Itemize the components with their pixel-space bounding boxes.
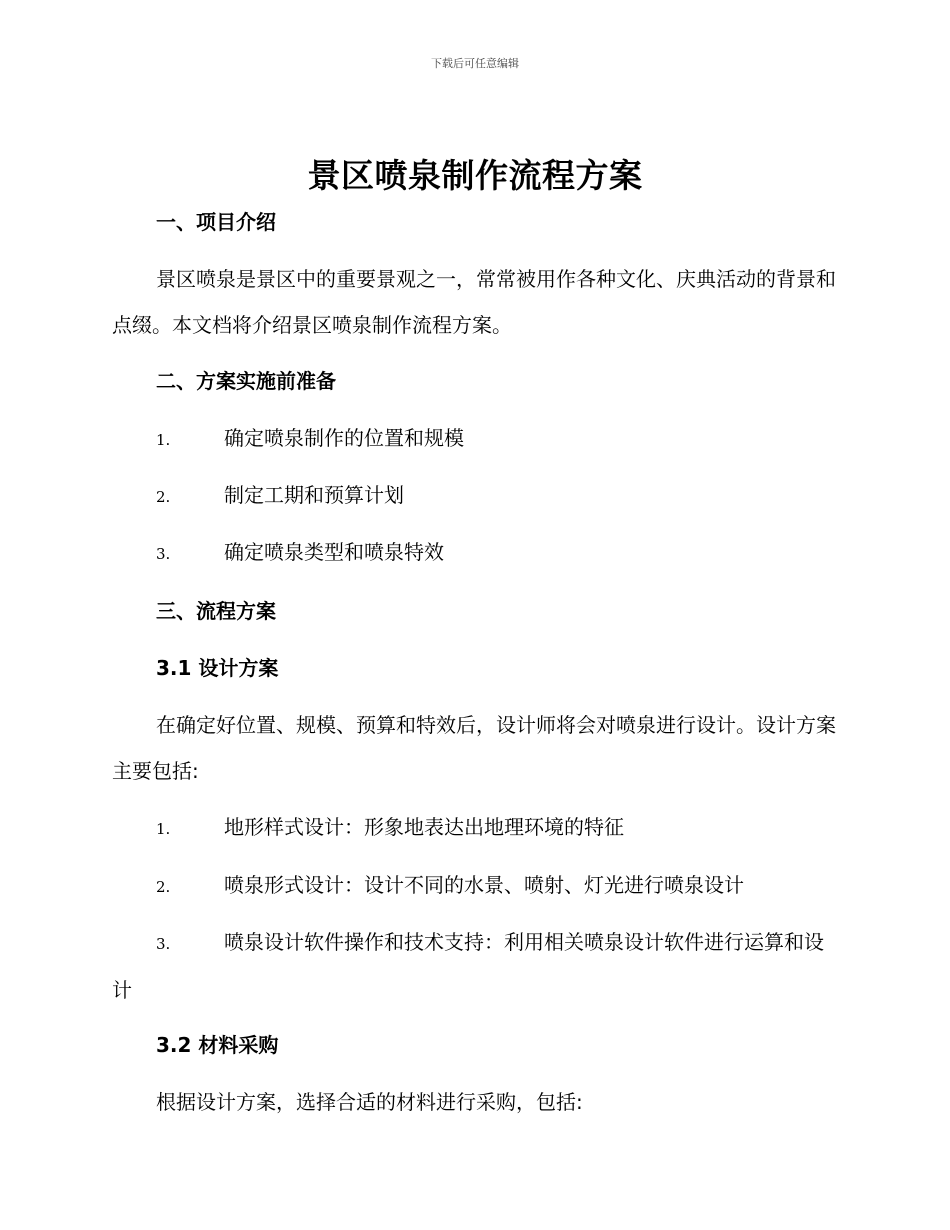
paragraph-materials: 根据设计方案，选择合适的材料进行采购，包括: xyxy=(156,1090,583,1114)
section-heading-process-plan: 三、流程方案 xyxy=(156,599,276,623)
page-header: 下载后可任意编辑 xyxy=(431,57,519,70)
list-number: 2. xyxy=(156,878,171,896)
list-text: 确定喷泉类型和喷泉特效 xyxy=(224,540,444,564)
list-text: 制定工期和预算计划 xyxy=(224,483,404,507)
list-item xyxy=(156,862,838,910)
list-item xyxy=(156,804,838,852)
subsection-heading-design: 3.1 设计方案 xyxy=(156,656,279,680)
list-item xyxy=(156,472,838,520)
paragraph-design: 在确定好位置、规模、预算和特效后，设计师将会对喷泉进行设计。设计方案主要包括: xyxy=(112,713,836,783)
list-text: 喷泉设计软件操作和技术支持：利用相关喷泉设计软件进行运算和设计 xyxy=(112,930,824,1002)
section-heading-project-intro: 一、项目介绍 xyxy=(156,210,276,234)
list-number: 3. xyxy=(156,545,171,563)
paragraph-project-intro: 景区喷泉是景区中的重要景观之一，常常被用作各种文化、庆典活动的背景和点缀。本文档将介绍景区喷泉制作流程方案。 xyxy=(112,267,836,337)
section-heading-preparation: 二、方案实施前准备 xyxy=(156,369,336,393)
list-text: 地形样式设计：形象地表达出地理环境的特征 xyxy=(224,815,624,839)
list-number: 3. xyxy=(156,935,171,953)
subsection-heading-materials: 3.2 材料采购 xyxy=(156,1033,279,1057)
list-item xyxy=(156,529,838,577)
list-number: 2. xyxy=(156,488,171,506)
list-item xyxy=(156,415,838,463)
list-text: 确定喷泉制作的位置和规模 xyxy=(224,426,464,450)
list-text: 喷泉形式设计：设计不同的水景、喷射、灯光进行喷泉设计 xyxy=(224,873,744,897)
list-item xyxy=(112,919,838,1013)
list-number: 1. xyxy=(156,431,171,449)
document-title: 景区喷泉制作流程方案 xyxy=(307,156,643,195)
list-number: 1. xyxy=(156,820,171,838)
